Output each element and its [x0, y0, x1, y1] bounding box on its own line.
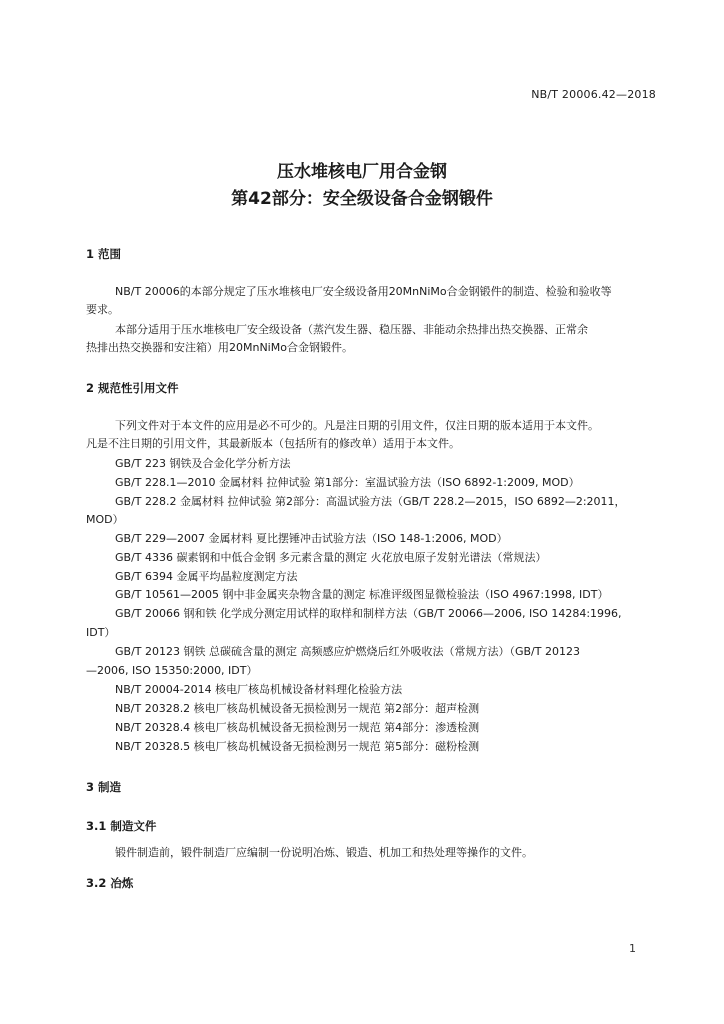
section-1-heading: 1 范围	[86, 247, 122, 261]
reference-item: NB/T 20328.2 核电厂核岛机械设备无损检测另一规范 第2部分：超声检测	[115, 702, 480, 715]
reference-item: GB/T 6394 金属平均晶粒度测定方法	[115, 570, 298, 583]
reference-item: GB/T 228.2 金属材料 拉伸试验 第2部分：高温试验方法（GB/T 228.2—2015，ISO 6892—2:2011，	[115, 495, 626, 508]
section-3-2-heading: 3.2 冶炼	[86, 876, 134, 890]
reference-item: GB/T 223 钢铁及合金化学分析方法	[115, 457, 291, 470]
manufacturing-document-text: 锻件制造前，锻件制造厂应编制一份说明冶炼、锻造、机加工和热处理等操作的文件。	[115, 846, 533, 859]
references-intro-line-1: 下列文件对于本文件的应用是必不可少的。凡是注日期的引用文件，仅注日期的版本适用于本文件。	[115, 419, 599, 432]
reference-item: NB/T 20328.5 核电厂核岛机械设备无损检测另一规范 第5部分：磁粉检测	[115, 740, 480, 753]
scope-paragraph-2-line-2: 热排出热交换器和安注箱）用20MnNiMo合金钢锻件。	[86, 341, 353, 354]
reference-item: GB/T 10561—2005 钢中非金属夹杂物含量的测定 标准评级图显微检验法（ISO 4967:1998, IDT）	[115, 588, 609, 601]
reference-item: GB/T 228.1—2010 金属材料 拉伸试验 第1部分：室温试验方法（ISO 6892-1:2009, MOD）	[115, 476, 580, 489]
document-title-line1: 压水堆核电厂用合金钢	[277, 162, 447, 182]
reference-item: NB/T 20004-2014 核电厂核岛机械设备材料理化检验方法	[115, 683, 403, 696]
document-title-line2: 第42部分：安全级设备合金钢锻件	[231, 189, 493, 209]
reference-item: GB/T 20066 钢和铁 化学成分测定用试样的取样和制样方法（GB/T 20066—2006, ISO 14284:1996,	[115, 607, 622, 620]
page-number: 1	[629, 942, 636, 955]
reference-item: GB/T 20123 钢铁 总碳硫含量的测定 高频感应炉燃烧后红外吸收法（常规方法）（GB/T 20123	[115, 645, 580, 658]
scope-paragraph-1-line-2: 要求。	[86, 303, 119, 316]
standard-id: NB/T 20006.42—2018	[531, 88, 656, 101]
reference-item-continued: MOD）	[86, 513, 124, 526]
scope-paragraph-2-line-1: 本部分适用于压水堆核电厂安全级设备（蒸汽发生器、稳压器、非能动余热排出热交换器、正常余	[115, 323, 588, 336]
reference-item: GB/T 229—2007 金属材料 夏比摆锤冲击试验方法（ISO 148-1:2006, MOD）	[115, 532, 508, 545]
reference-item: NB/T 20328.4 核电厂核岛机械设备无损检测另一规范 第4部分：渗透检测	[115, 721, 480, 734]
section-2-heading: 2 规范性引用文件	[86, 381, 179, 395]
references-intro-line-2: 凡是不注日期的引用文件，其最新版本（包括所有的修改单）适用于本文件。	[86, 437, 460, 450]
section-3-1-heading: 3.1 制造文件	[86, 819, 157, 833]
reference-item-continued: IDT）	[86, 626, 116, 639]
section-3-heading: 3 制造	[86, 780, 122, 794]
reference-item: GB/T 4336 碳素钢和中低合金钢 多元素含量的测定 火花放电原子发射光谱法（常规法）	[115, 551, 547, 564]
scope-paragraph-1-line-1: NB/T 20006的本部分规定了压水堆核电厂安全级设备用20MnNiMo合金钢锻件的制造、检验和验收等	[115, 285, 612, 298]
reference-item-continued: —2006, ISO 15350:2000, IDT）	[86, 664, 258, 677]
